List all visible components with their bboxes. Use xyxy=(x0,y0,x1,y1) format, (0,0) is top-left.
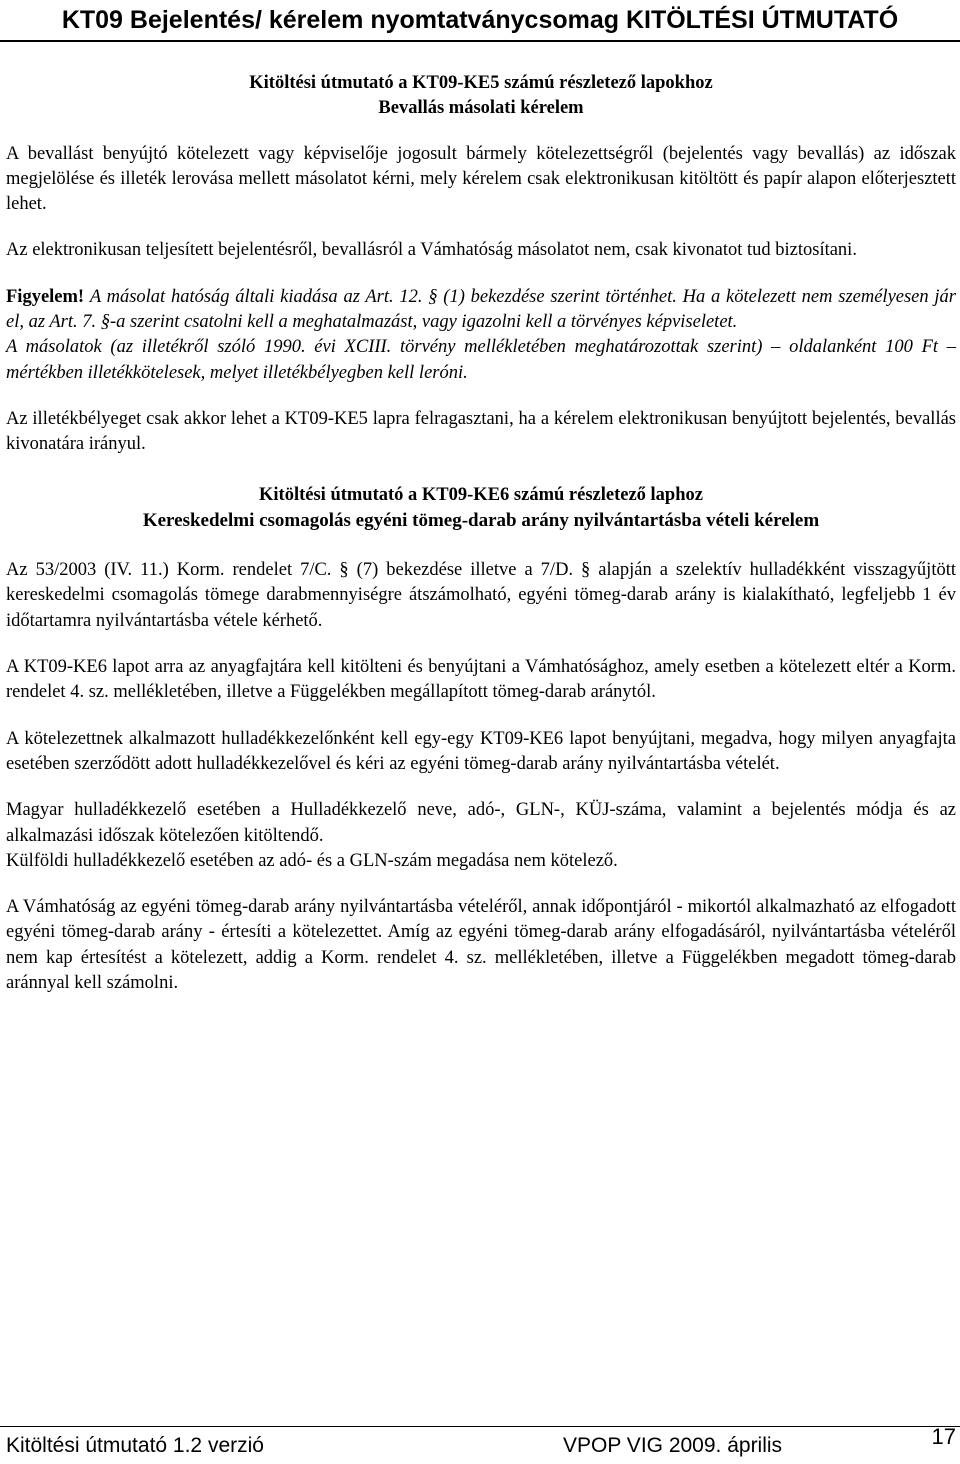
footer-version: Kitöltési útmutató 1.2 verzió xyxy=(6,1434,264,1457)
page-content xyxy=(6,71,956,996)
section1-paragraph: A bevallást benyújtó kötelezett vagy képviselője jogosult bármely kötelezettségről (bejelentés vagy bevallás) az időszak megjelölése és illeték lerovása mellett másolatot kérni, mely kérelem csak elektronikusan kitöltött és papír alapon előterjesztett lehet. xyxy=(6,143,956,215)
section2-paragraph: A KT09-KE6 lapot arra az anyagfajtára kell kitölteni és benyújtani a Vámhatósághoz, amely esetben a kötelezett eltér a Korm. rendelet 4. sz. mellékletében, illetve a Függelékben megállapított tömeg-darab aránytól. xyxy=(6,657,956,703)
section1-title: Kitöltési útmutató a KT09-KE5 számú részletező lapokhoz xyxy=(249,73,713,93)
footer-date: VPOP VIG 2009. április xyxy=(563,1434,783,1457)
warning-label: Figyelem! xyxy=(6,286,85,307)
page-header-title: KT09 Bejelentés/ kérelem nyomtatványcsomag KITÖLTÉSI ÚTMUTATÓ xyxy=(61,6,899,34)
page-number: 17 xyxy=(931,1424,956,1449)
section2-subtitle: Kereskedelmi csomagolás egyéni tömeg-darab arány nyilvántartásba vételi kérelem xyxy=(142,509,820,531)
section2-paragraph: Az 53/2003 (IV. 11.) Korm. rendelet 7/C. § (7) bekezdése illetve a 7/D. § alapján a szelektív hulladékként visszagyűjtött kereskedelmi csomagolás tömege darabmennyiségre átszámolható, egyéni tömeg-darab arány is kialakítható, legfeljebb 1 év időtartamra nyilvántartásba vétele kérhető. xyxy=(6,560,956,631)
header-divider xyxy=(0,40,960,42)
warning-text: A másolat hatóság általi kiadása az Art. 12. § (1) bekezdése szerint történhet. Ha a kötelezett nem személyesen jár el, az Art. 7. §-a szerint csatolni kell a meghatalmazást, vagy igazolni kell a törvényes képviseletet. xyxy=(6,286,957,333)
section2-title: Kitöltési útmutató a KT09-KE6 számú részletező laphoz xyxy=(259,484,703,505)
section1-subtitle: Bevallás másolati kérelem xyxy=(378,98,584,119)
page-footer xyxy=(6,1424,956,1464)
section2-paragraph: Magyar hulladékkezelő esetében a Hulladékkezelő neve, adó-, GLN-, KÜJ-száma, valamint a bejelentés módja és az alkalmazási időszak kötelezően kitöltendő. xyxy=(6,800,956,846)
section2-paragraph: Külföldi hulladékkezelő esetében az adó- és a GLN-szám megadása nem kötelező. xyxy=(6,850,618,871)
section1-paragraph: Az elektronikusan teljesített bejelentésről, bevallásról a Vámhatóság másolatot nem, csak kivonatot tud biztosítani. xyxy=(6,240,857,261)
section1-paragraph: Az illetékbélyeget csak akkor lehet a KT09-KE5 lapra felragasztani, ha a kérelem elektronikusan benyújtott bejelentés, bevallás kivonatára irányul. xyxy=(6,408,956,455)
section1-warning xyxy=(6,285,956,336)
section1-fee-note: A másolatok (az illetékről szóló 1990. évi XCIII. törvény mellékletében meghatározottak szerint) – oldalanként 100 Ft – mértékben illetékkötelesek, melyet illetékbélyegben kell leróni. xyxy=(6,337,956,383)
section2-paragraph: A Vámhatóság az egyéni tömeg-darab arány nyilvántartásba vételéről, annak időpontjáról - mikortól alkalmazható az elfogadott egyéni tömeg-darab arány - értesíti a kötelezettet. Amíg az egyéni tömeg-darab arány elfogadásáról, nyilvántartásba vételéről nem kap értesítést a kötelezett, addig a Korm. rendelet 4. sz. mellékletében, illetve a Függelékben megadott tömeg-darab aránnyal kell számolni. xyxy=(6,897,956,994)
section2-paragraph: A kötelezettnek alkalmazott hulladékkezelőnként kell egy-egy KT09-KE6 lapot benyújtani, megadva, hogy milyen anyagfajta esetében szerződött adott hulladékkezelővel és kéri az egyéni tömeg-darab arány nyilvántartásba vételét. xyxy=(6,728,956,774)
footer-divider xyxy=(0,1426,960,1427)
